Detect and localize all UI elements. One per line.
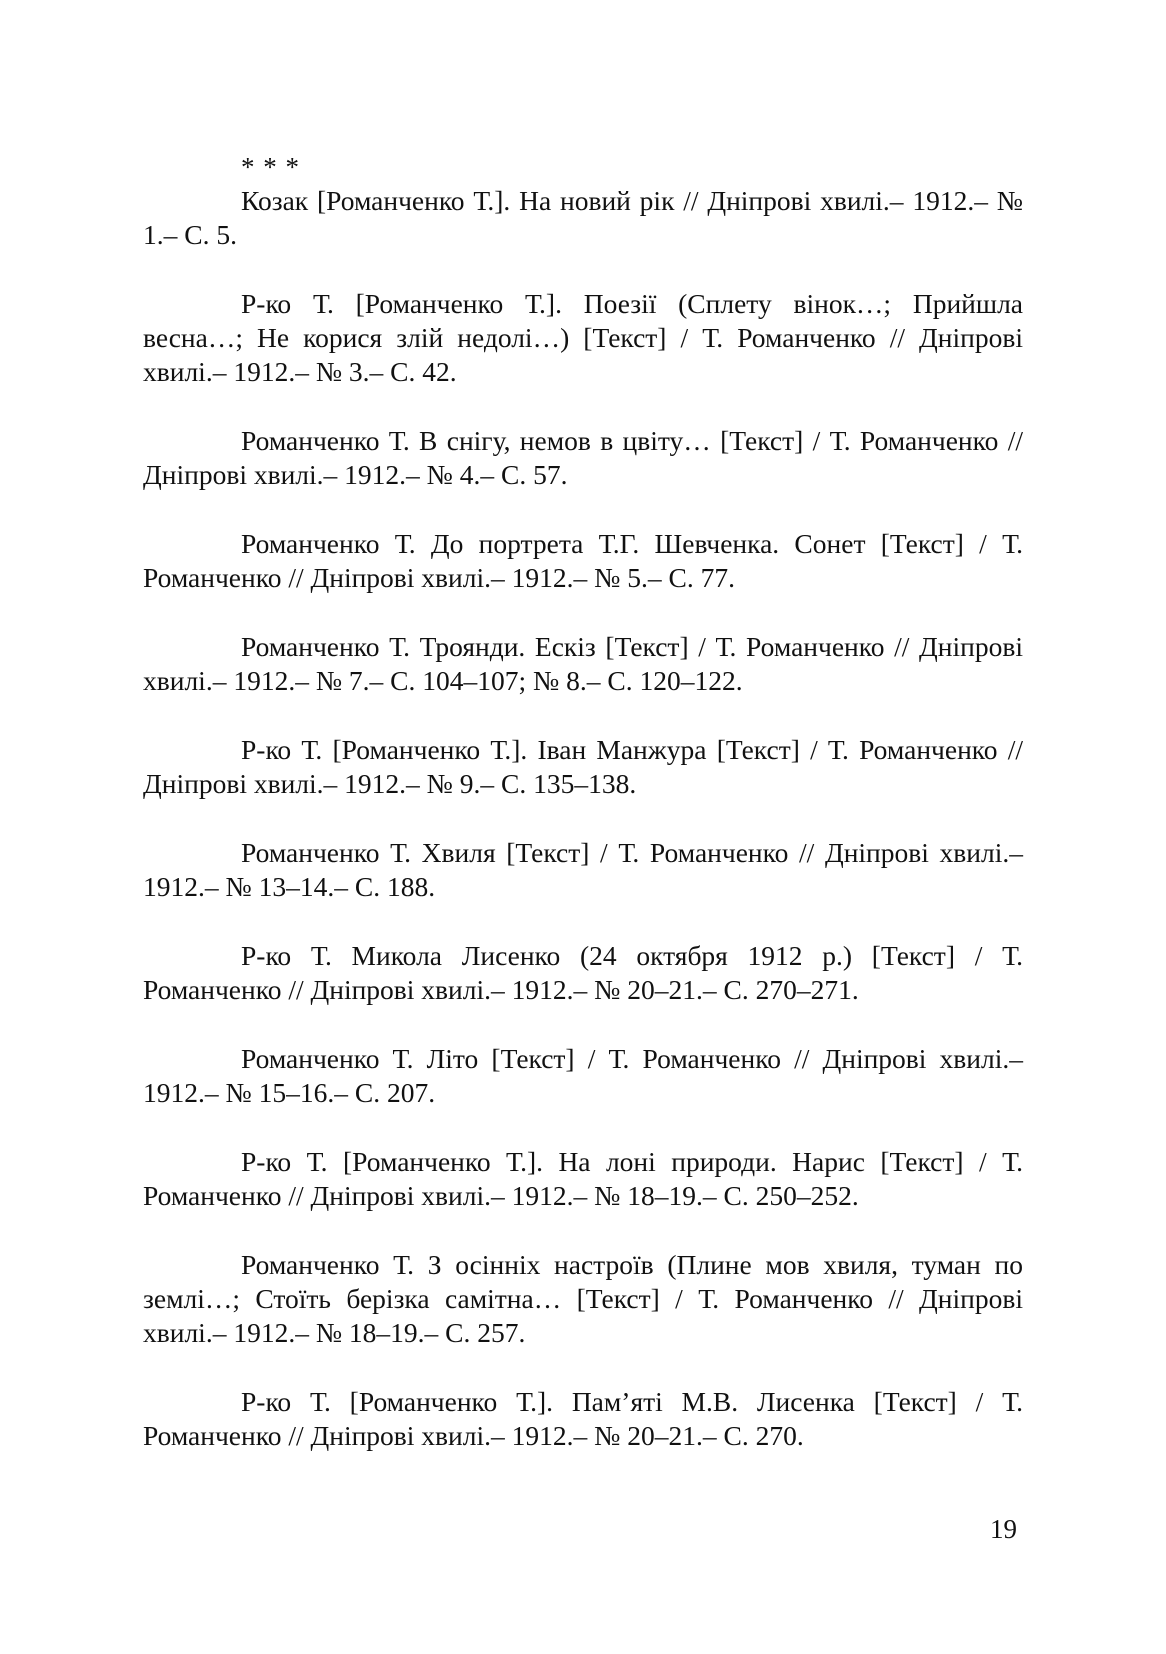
bibliography-entry: Романченко Т. Літо [Текст] / Т. Романченко // Дніпрові хвилі.– 1912.– № 15–16.– С. 207. bbox=[143, 1043, 1023, 1108]
bibliography-entry: Романченко Т. Троянди. Ескіз [Текст] / Т. Романченко // Дніпрові хвилі.– 1912.– № 7.– С. 104–107; № 8.– С. 120–122. bbox=[143, 631, 1023, 696]
bibliography-entry: Романченко Т. З осінніх настроїв (Плине мов хвиля, туман по землі…; Стоїть берізка самітна… [Текст] / Т. Романченко // Дніпрові хвилі.– 1912.– № 18–19.– С. 257. bbox=[143, 1249, 1023, 1348]
bibliography-entry: Р-ко Т. Микола Лисенко (24 октября 1912 р.) [Текст] / Т. Романченко // Дніпрові хвилі.– 1912.– № 20–21.– С. 270–271. bbox=[143, 940, 1023, 1005]
bibliography-entry: Р-ко Т. [Романченко Т.]. Пам’яті М.В. Лисенка [Текст] / Т. Романченко // Дніпрові хвилі.– 1912.– № 20–21.– С. 270. bbox=[143, 1386, 1023, 1451]
bibliography-entry: Романченко Т. До портрета Т.Г. Шевченка. Сонет [Текст] / Т. Романченко // Дніпрові хвилі.– 1912.– № 5.– С. 77. bbox=[143, 528, 1023, 593]
bibliography-entry: Козак [Романченко Т.]. На новий рік // Дніпрові хвилі.– 1912.– № 1.– С. 5. bbox=[143, 185, 1023, 250]
bibliography-entry: Р-ко Т. [Романченко Т.]. Іван Манжура [Текст] / Т. Романченко // Дніпрові хвилі.– 1912.– № 9.– С. 135–138. bbox=[143, 734, 1023, 799]
page-number: 19 bbox=[990, 1514, 1017, 1544]
bibliography-entry: Р-ко Т. [Романченко Т.]. Поезії (Сплету вінок…; Прийшла весна…; Не корися злій недолі…) [Текст] / Т. Романченко // Дніпрові хвилі.– 1912.– № 3.– С. 42. bbox=[143, 288, 1023, 387]
bibliography-entry: Р-ко Т. [Романченко Т.]. На лоні природи. Нарис [Текст] / Т. Романченко // Дніпрові хвилі.– 1912.– № 18–19.– С. 250–252. bbox=[143, 1146, 1023, 1211]
bibliography-page bbox=[143, 150, 1023, 1488]
bibliography-entry: Романченко Т. В снігу, немов в цвіту… [Текст] / Т. Романченко // Дніпрові хвилі.– 1912.– № 4.– С. 57. bbox=[143, 425, 1023, 490]
bibliography-entry: Романченко Т. Хвиля [Текст] / Т. Романченко // Дніпрові хвилі.– 1912.– № 13–14.– С. 188. bbox=[143, 837, 1023, 902]
section-separator: * * * bbox=[241, 152, 300, 182]
